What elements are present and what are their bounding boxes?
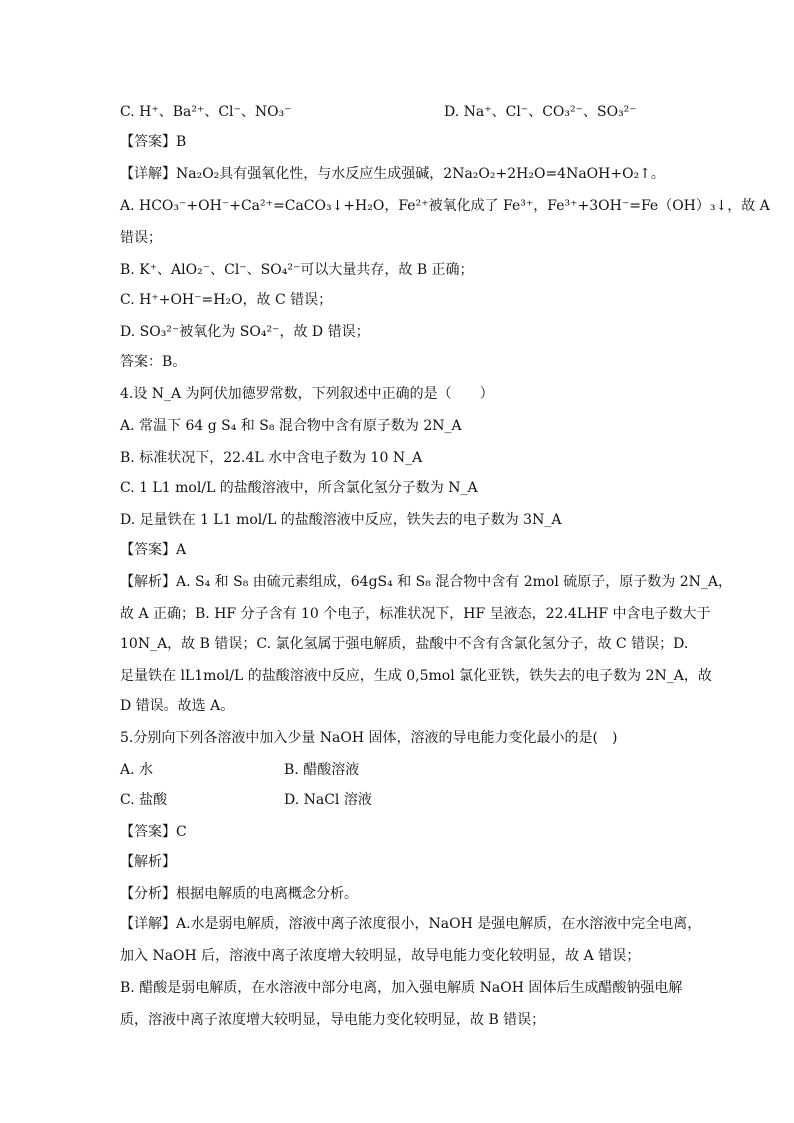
detail-b-line: B. K⁺、AlO₂⁻、Cl⁻、SO₄²⁻可以大量共存，故 B 正确；	[120, 262, 474, 278]
q5-detail-2: 加入 NaOH 后，溶液中离子浓度增大较明显，故导电能力变化较明显，故 A 错误；	[120, 948, 641, 964]
q4-analysis-5: D 错误。故选 A。	[120, 698, 235, 714]
detail-line: 【详解】Na₂O₂具有强氧化性，与水反应生成强碱，2Na₂O₂+2H₂O=4NaOH+O₂↑。	[120, 166, 665, 182]
q5-option-d: D. NaCl 溶液	[284, 792, 372, 808]
question-5: 5.分别向下列各溶液中加入少量 NaOH 固体，溶液的导电能力变化最小的是( )	[120, 730, 618, 746]
q5-analysis-heading: 【解析】	[120, 854, 176, 870]
option-d-line: D. Na⁺、Cl⁻、CO₃²⁻、SO₃²⁻	[444, 104, 637, 120]
q5-detail-1: 【详解】A.水是弱电解质，溶液中离子浓度很小，NaOH 是强电解质，在水溶液中完全电离，	[120, 916, 702, 932]
answer-summary: 答案：B。	[120, 354, 187, 370]
q5-option-c: C. 盐酸	[120, 792, 168, 808]
q4-option-c: C. 1 L1 mol/L 的盐酸溶液中，所含氯化氢分子数为 N_A	[120, 480, 478, 496]
q5-option-a: A. 水	[120, 762, 154, 778]
q4-analysis-4: 足量铁在 lL1mol/L 的盐酸溶液中反应，生成 0,5mol 氯化亚铁，铁失去的电子数为 2N_A，故	[120, 668, 712, 684]
q4-option-a: A. 常温下 64 g S₄ 和 S₈ 混合物中含有原子数为 2N_A	[120, 418, 462, 434]
answer-line: 【答案】B	[120, 134, 187, 150]
q5-answer: 【答案】C	[120, 824, 187, 840]
question-4: 4.设 N_A 为阿伏加德罗常数，下列叙述中正确的是（ ）	[120, 386, 494, 402]
q4-option-b: B. 标准状况下，22.4L 水中含电子数为 10 N_A	[120, 450, 423, 466]
q5-option-b: B. 醋酸溶液	[284, 762, 360, 778]
q4-option-d: D. 足量铁在 1 L1 mol/L 的盐酸溶液中反应，铁失去的电子数为 3N_A	[120, 512, 562, 528]
q4-analysis-3: 10N_A，故 B 错误；C. 氯化氢属于强电解质，盐酸中不含有含氯化氢分子，故 C 错误；D.	[120, 636, 689, 652]
q5-detail-3: B. 醋酸是弱电解质，在水溶液中部分电离，加入强电解质 NaOH 固体后生成醋酸钠强电解	[120, 980, 683, 996]
detail-a-line: A. HCO₃⁻+OH⁻+Ca²⁺=CaCO₃↓+H₂O，Fe²⁺被氧化成了 Fe³⁺，Fe³⁺+3OH⁻=Fe（OH）₃↓，故 A	[120, 198, 770, 214]
q5-detail-4: 质，溶液中离子浓度增大较明显，导电能力变化较明显，故 B 错误；	[120, 1012, 546, 1028]
q4-analysis-1: 【解析】A. S₄ 和 S₈ 由硫元素组成，64gS₄ 和 S₈ 混合物中含有 2mol 硫原子，原子数为 2N_A，	[120, 574, 733, 590]
detail-a-cont: 错误；	[120, 230, 162, 246]
q4-answer: 【答案】A	[120, 542, 187, 558]
option-c-line: C. H⁺、Ba²⁺、Cl⁻、NO₃⁻	[120, 104, 292, 120]
detail-c-line: C. H⁺+OH⁻=H₂O，故 C 错误；	[120, 292, 333, 308]
q5-analysis-intro: 【分析】根据电解质的电离概念分析。	[120, 886, 358, 902]
q4-analysis-2: 故 A 正确；B. HF 分子含有 10 个电子，标准状况下，HF 呈液态，22.4LHF 中含电子数大于	[120, 606, 711, 622]
detail-d-line: D. SO₃²⁻被氧化为 SO₄²⁻，故 D 错误；	[120, 324, 370, 340]
